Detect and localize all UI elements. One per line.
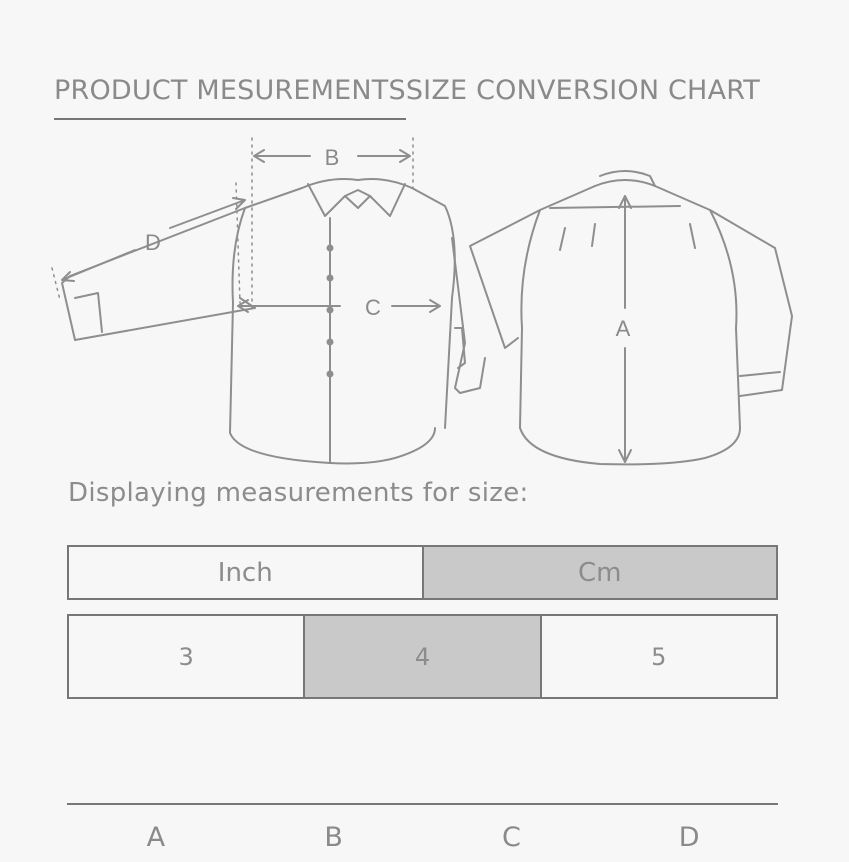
unit-toggle — [67, 545, 778, 600]
back-shirt — [470, 171, 792, 464]
shirt-illustration — [40, 128, 810, 468]
column-header-b: B — [324, 822, 343, 853]
label-d: D — [145, 230, 161, 255]
size-selector — [67, 614, 778, 699]
size-3-button[interactable]: 3 — [178, 642, 194, 671]
unit-inch-button[interactable]: Inch — [217, 557, 273, 588]
size-display-caption: Displaying measurements for size: — [68, 478, 529, 508]
measurement-table-header — [67, 822, 778, 862]
measurement-tabs — [54, 74, 794, 122]
size-4-button[interactable]: 4 — [303, 616, 539, 697]
shirt-measurement-diagram — [40, 128, 810, 468]
label-b: B — [324, 145, 340, 170]
column-header-d: D — [678, 822, 700, 853]
size-5-button[interactable]: 5 — [540, 616, 776, 697]
unit-cm-button[interactable]: Cm — [422, 547, 777, 598]
label-c: C — [365, 295, 381, 320]
tab-product-measurements[interactable]: PRODUCT MESUREMENTS — [54, 74, 406, 120]
table-divider — [67, 803, 778, 805]
column-header-c: C — [501, 822, 521, 853]
front-shirt — [62, 179, 485, 463]
label-a: A — [615, 316, 631, 341]
tab-size-conversion-chart[interactable]: SIZE CONVERSION CHART — [405, 75, 760, 106]
column-header-a: A — [146, 822, 166, 853]
